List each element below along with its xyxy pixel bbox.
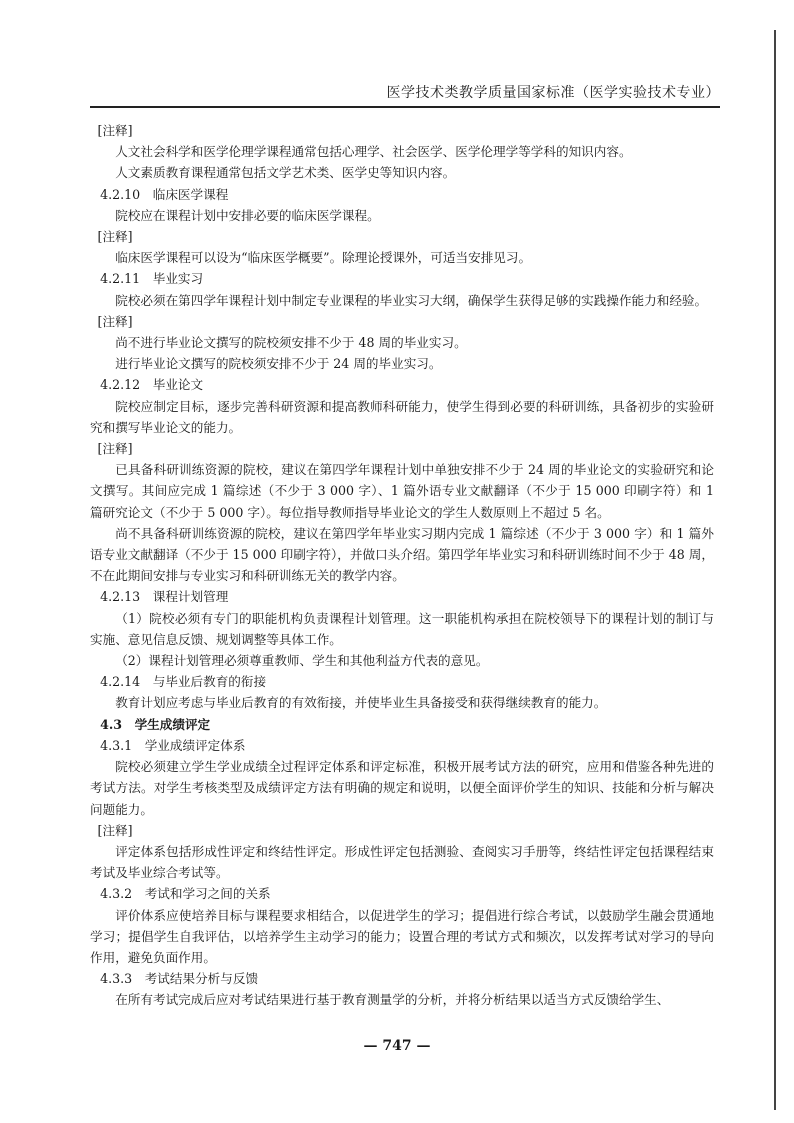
section-heading: 4.2.11 毕业实习	[100, 271, 204, 287]
note-label: [注释]	[97, 441, 133, 457]
paragraph: 院校应制定目标，逐步完善科研资源和提高教师科研能力，使学生得到必要的科研训练，具备初步的实验研究和撰写毕业论文的能力。	[90, 398, 714, 435]
paragraph: 人文素质教育课程通常包括文学艺术类、医学史等知识内容。	[115, 165, 456, 181]
paragraph: 在所有考试完成后应对考试结果进行基于教育测量学的分析，并将分析结果以适当方式反馈给学生、	[115, 992, 670, 1008]
paragraph: 临床医学课程可以设为“临床医学概要”。除理论授课外，可适当安排见习。	[115, 250, 532, 266]
paragraph: （1）院校必须有专门的职能机构负责课程计划管理。这一职能机构承担在院校领导下的课程计划的制订与实施、意见信息反馈、规划调整等具体工作。	[90, 610, 714, 647]
section-heading-bold: 4.3 学生成绩评定	[100, 716, 211, 732]
paragraph: 院校应在课程计划中安排必要的临床医学课程。	[115, 207, 380, 223]
paragraph: 尚不进行毕业论文撰写的院校须安排不少于 48 周的毕业实习。	[115, 335, 467, 351]
scan-edge-line	[774, 30, 776, 1110]
paragraph: （2）课程计划管理必须尊重教师、学生和其他利益方代表的意见。	[115, 653, 489, 669]
running-header: 医学技术类教学质量国家标准（医学实验技术专业）	[386, 85, 720, 101]
paragraph: 尚不具备科研训练资源的院校，建议在第四学年毕业实习期内完成 1 篇综述（不少于 3 000 字）和 1 篇外语专业文献翻译（不少于 15 000 印刷字符），并做口头介绍。第四学年毕业实习和科研训练时间不少于 48 周，不在此期间安排与专业实习和科研训练无关的教学内容。	[90, 525, 714, 584]
page-number: — 747 —	[363, 1038, 431, 1054]
note-label: [注释]	[97, 313, 133, 329]
paragraph: 院校必须建立学生学业成绩全过程评定体系和评定标准，积极开展考试方法的研究，应用和借鉴各种先进的考试方法。对学生考核类型及成绩评定方法有明确的规定和说明，以便全面评价学生的知识、技能和分析与解决问题能力。	[90, 759, 714, 817]
section-heading: 4.2.14 与毕业后教育的衔接	[100, 674, 267, 690]
section-heading: 4.3.2 考试和学习之间的关系	[100, 886, 271, 902]
section-heading: 4.3.1 学业成绩评定体系	[100, 737, 246, 753]
section-heading: 4.2.10 临床医学课程	[100, 186, 229, 202]
header-rule	[90, 106, 720, 108]
section-heading: 4.2.13 课程计划管理	[100, 589, 229, 605]
document-body	[90, 120, 714, 1011]
section-heading: 4.3.3 考试结果分析与反馈	[100, 971, 259, 987]
paragraph: 进行毕业论文撰写的院校须安排不少于 24 周的毕业实习。	[115, 356, 442, 372]
note-label: [注释]	[97, 229, 133, 245]
note-label: [注释]	[97, 123, 133, 138]
paragraph: 人文社会科学和医学伦理学课程通常包括心理学、社会医学、医学伦理学等学科的知识内容。	[115, 144, 632, 160]
paragraph: 院校必须在第四学年课程计划中制定专业课程的毕业实习大纲，确保学生获得足够的实践操作能力和经验。	[115, 292, 708, 308]
paragraph: 评价体系应使培养目标与课程要求相结合，以促进学生的学习；提倡进行综合考试，以鼓励学生融会贯通地学习；提倡学生自我评估，以培养学生主动学习的能力；设置合理的考试方式和频次，以发挥考试对学习的导向作用，避免负面作用。	[90, 907, 714, 965]
paragraph: 教育计划应考虑与毕业后教育的有效衔接，并使毕业生具备接受和获得继续教育的能力。	[115, 695, 607, 711]
section-heading: 4.2.12 毕业论文	[100, 377, 204, 393]
paragraph: 评定体系包括形成性评定和终结性评定。形成性评定包括测验、查阅实习手册等，终结性评定包括课程结束考试及毕业综合考试等。	[90, 843, 714, 881]
note-label: [注释]	[97, 822, 133, 838]
paragraph: 已具备科研训练资源的院校，建议在第四学年课程计划中单独安排不少于 24 周的毕业论文的实验研究和论文撰写。其间应完成 1 篇综述（不少于 3 000 字）、1 篇外语专业文献翻译（不少于 15 000 印刷字符）和 1 篇研究论文（不少于 5 000 字）。每位指导教师指导毕业论文的学生人数原则上不超过 5 名。	[90, 462, 714, 520]
